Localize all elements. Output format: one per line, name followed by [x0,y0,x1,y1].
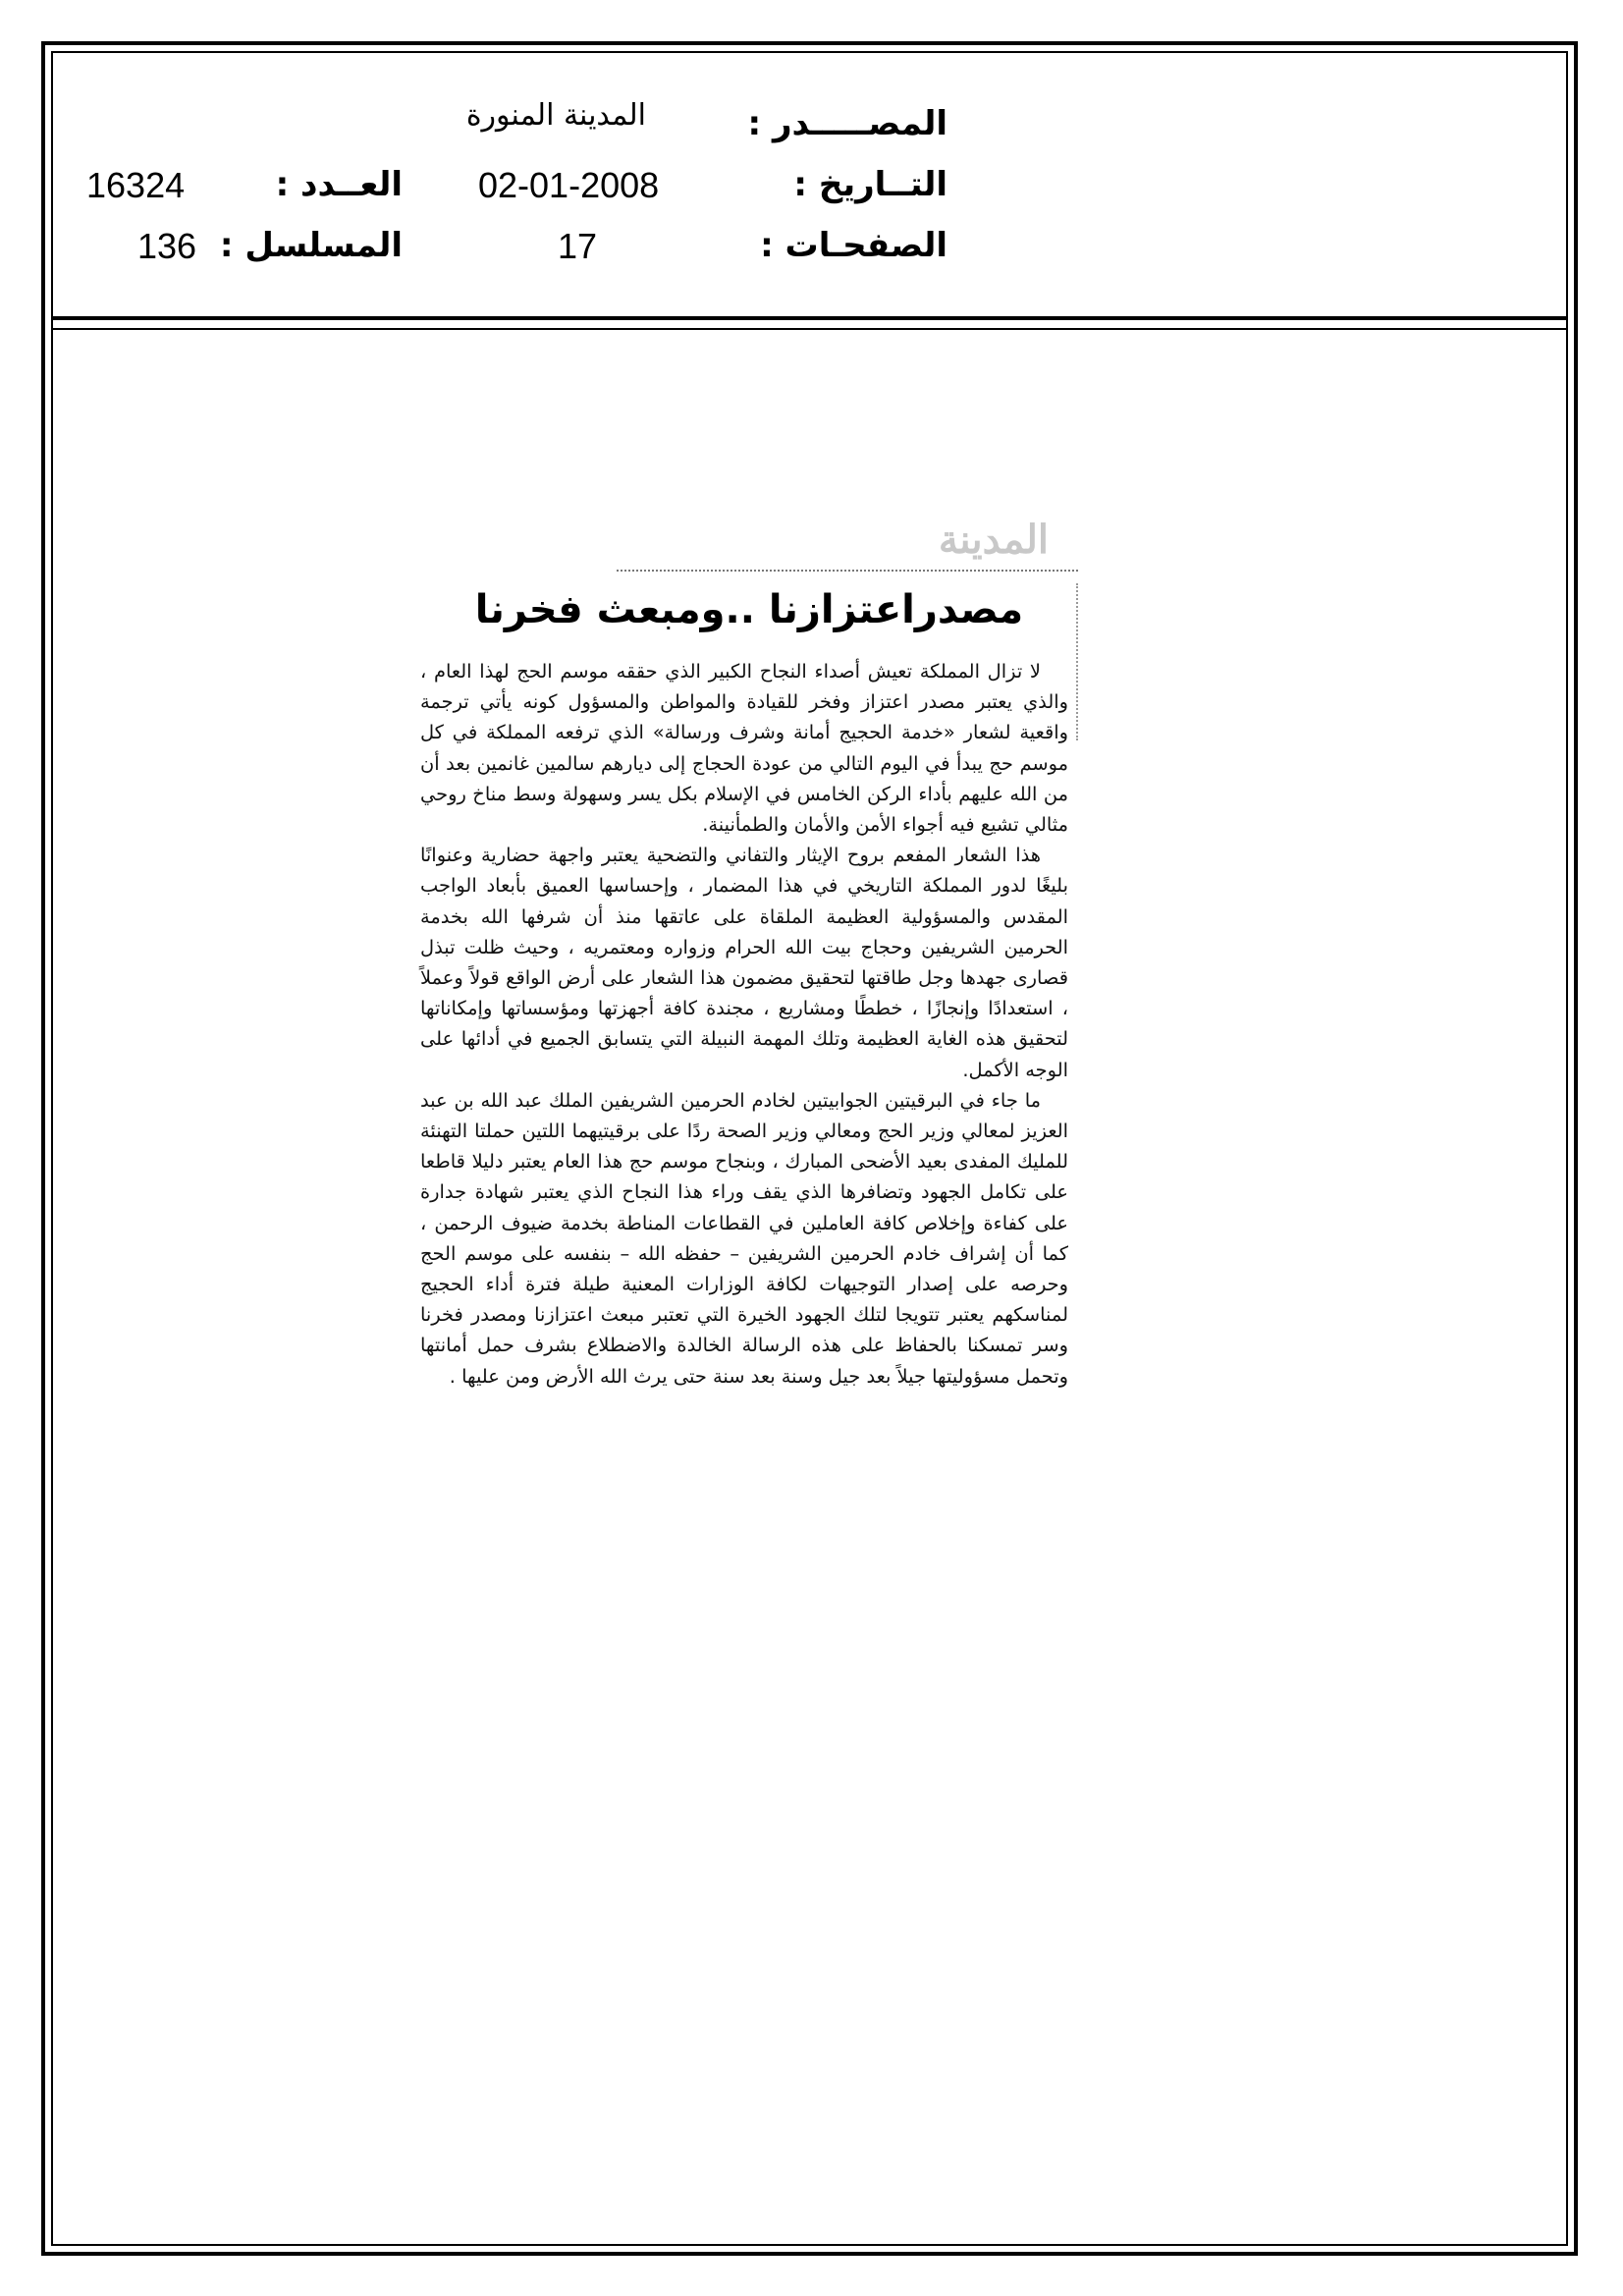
article-headline: مصدراعتزازنا ..ومبعث فخرنا [474,587,1024,632]
source-label: المصـــــدر : [747,104,947,143]
issue-value: 16324 [86,165,186,205]
newspaper-clipping [420,509,1088,1658]
serial-value: 136 [137,226,197,266]
serial-label: المسلسل : [219,226,403,265]
article-paragraph: هذا الشعار المفعم بروح الإيثار والتفاني والتضحية يعتبر واجهة حضارية وعنوانًا بليغًا لدور المملكة التاريخي في هذا المضمار ، وإحساسها العميق بأبعاد الواجب المقدس والمسؤولية العظيمة الملقاة على عاتقها منذ أن شرفها الله بخدمة الحرمين الشريفين وحجاج بيت الله الحرام وزواره ومعتمريه ، وحيث ظلت تبذل قصارى جهدها وجل طاقتها لتحقيق مضمون هذا الشعار على أرض الواقع قولاً وعملاً ، استعدادًا وإنجازًا ، خططًا ومشاريع ، مجندة كافة أجهزتها ومؤسساتها وإمكاناتها لتحقيق هذه الغاية العظيمة وتلك المهمة النبيلة التي يتسابق الجميع في أدائها على الوجه الأكمل. [420,844,1068,1081]
article-body [420,656,1068,1392]
date-label: التــاريخ : [793,165,947,204]
date-value: 02-01-2008 [478,165,660,205]
clipping-edge-rule [1076,583,1078,740]
source-value: المدينة المنورة [465,98,646,133]
article-paragraph: لا تزال المملكة تعيش أصداء النجاح الكبير الذي حققه موسم الحج لهذا العام ، والذي يعتبر مصدر اعتزاز وفخر للقيادة والمواطن والمسؤول كونه يأتي ترجمة واقعية لشعار «خدمة الحجيج أمانة وشرف ورسالة» الذي ترفعه المملكة في كل موسم حج يبدأ في اليوم التالي من عودة الحجاج إلى ديارهم سالمين غانمين بعد أن من الله عليهم بأداء الركن الخامس في الإسلام بكل يسر وسهولة وسط مناخ روحي مثالي تشيع فيه أجواء الأمن والأمان والطمأنينة. [420,660,1068,837]
pages-value: 17 [558,226,598,266]
article-paragraph: ما جاء في البرقيتين الجوابيتين لخادم الحرمين الشريفين الملك عبد الله بن عبد العزيز لمعالي وزير الحج ومعالي وزير الصحة ردًا على برقيتيهما اللتين حملتا التهنئة للمليك المفدى بعيد الأضحى المبارك ، وبنجاح موسم حج هذا العام يعتبر دليلا قاطعا على تكامل الجهود وتضافرها الذي يقف وراء هذا النجاح الذي يعتبر شهادة جدارة على كفاءة وإخلاص كافة العاملين في القطاعات المناطة بخدمة ضيوف الرحمن ، كما أن إشراف خادم الحرمين الشريفين – حفظه الله – بنفسه على موسم الحج وحرصه على إصدار التوجيهات لكافة الوزارات المعنية طيلة فترة أداء الحجيج لمناسكهم يعتبر تتويجا لتلك الجهود الخيرة التي تعتبر مبعث اعتزازنا ومصدر فخرنا وسر تمسكنا بالحفاظ على هذه الرسالة الخالدة والاضطلاع بشرف حمل أمانتها وتحمل مسؤوليتها جيلاً بعد جيل وسنة بعد سنة حتى يرث الله الأرض ومن عليها . [420,1088,1068,1388]
pages-label: الصفحـات : [760,226,947,265]
header-divider-thin [51,328,1568,330]
issue-label: العــدد : [275,165,403,204]
header-divider [51,316,1568,320]
newspaper-logo: المدينة [938,517,1049,563]
logo-underline [617,570,1078,572]
newspaper-logo-area [450,509,1078,577]
